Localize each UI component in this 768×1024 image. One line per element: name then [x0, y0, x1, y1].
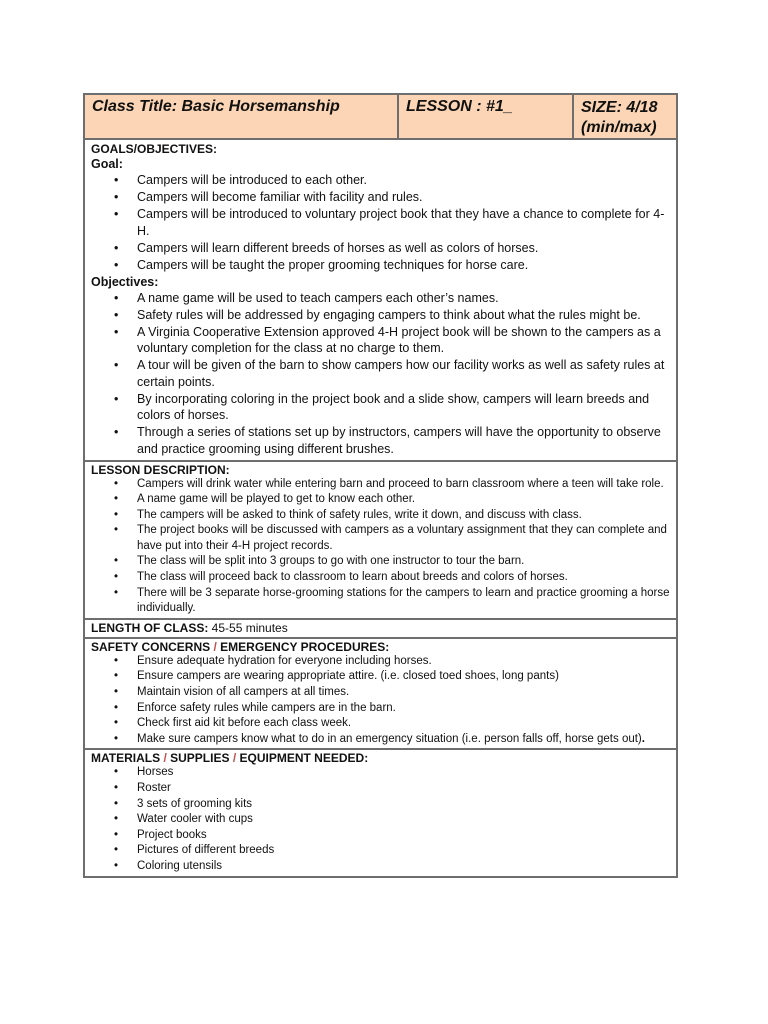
slash: /	[163, 751, 167, 766]
list-item: • A Virginia Cooperative Extension approved 4-H project book will be shown to the campers as a voluntary completion for the class at no charge to them.	[91, 324, 670, 357]
list-item: • Enforce safety rules while campers are in the barn.	[91, 701, 670, 717]
size-note: (min/max)	[581, 119, 657, 136]
list-item: • The campers will be asked to think of safety rules, write it down, and discuss with class.	[91, 508, 670, 524]
objectives-list	[91, 290, 670, 458]
list-item: • Coloring utensils	[91, 859, 670, 875]
materials-section	[85, 750, 676, 875]
class-size	[574, 95, 676, 138]
goals-objectives-section	[85, 140, 676, 462]
list-item: • Ensure campers are wearing appropriate attire. (i.e. closed toed shoes, long pants)	[91, 669, 670, 685]
list-item-period: .	[641, 732, 645, 745]
header-row	[85, 95, 676, 140]
length-of-class-value: 45-55 minutes	[211, 620, 288, 635]
list-item: • The class will proceed back to classroom to learn about breeds and colors of horses.	[91, 570, 670, 586]
list-item: • By incorporating coloring in the project book and a slide show, campers will learn breeds and colors of horses.	[91, 391, 670, 424]
list-item: • Campers will become familiar with facility and rules.	[91, 189, 670, 206]
list-item: • Campers will learn different breeds of horses as well as colors of horses.	[91, 240, 670, 257]
length-of-class-label: LENGTH OF CLASS:	[91, 620, 209, 635]
list-item: • Project books	[91, 828, 670, 844]
lesson-description-section	[85, 462, 676, 620]
lesson-description-list	[91, 477, 670, 617]
list-item: • Pictures of different breeds	[91, 843, 670, 859]
length-of-class-section	[85, 620, 676, 639]
list-item: • Check first aid kit before each class week.	[91, 716, 670, 732]
list-item: • The project books will be discussed with campers as a voluntary assignment that they can complete and have put into their 4-H project records.	[91, 523, 670, 554]
materials-heading-part: SUPPLIES	[166, 751, 233, 766]
list-item-text: Make sure campers know what to do in an emergency situation (i.e. person falls off, horse gets out)	[137, 732, 642, 745]
list-item: • Through a series of stations set up by instructors, campers will have the opportunity to observe and practice grooming using different brushes.	[91, 424, 670, 457]
objectives-label: Objectives:	[91, 274, 159, 289]
list-item: • Ensure adequate hydration for everyone including horses.	[91, 654, 670, 670]
lesson-number: LESSON : #1_	[399, 95, 574, 138]
safety-section	[85, 639, 676, 751]
safety-list	[91, 654, 670, 748]
goals-list	[91, 172, 670, 273]
size-value: SIZE: 4/18	[581, 99, 658, 116]
materials-list	[91, 765, 670, 874]
goal-label: Goal:	[91, 157, 123, 171]
class-title: Class Title: Basic Horsemanship	[85, 95, 399, 138]
slash: /	[213, 639, 217, 654]
slash: /	[232, 751, 237, 766]
list-item: • Campers will drink water while entering barn and proceed to barn classroom where a teen will take role.	[91, 477, 670, 493]
materials-heading-part: EQUIPMENT NEEDED:	[236, 751, 369, 766]
list-item: • Maintain vision of all campers at all times.	[91, 685, 670, 701]
list-item: • Campers will be introduced to voluntary project book that they have a chance to complete for 4-H.	[91, 206, 670, 239]
list-item	[91, 732, 670, 748]
list-item: • Campers will be introduced to each other.	[91, 172, 670, 189]
goals-objectives-heading: GOALS/OBJECTIVES:	[91, 142, 218, 156]
list-item: • A tour will be given of the barn to show campers how our facility works as well as safety rules at certain points.	[91, 357, 670, 390]
list-item: • 3 sets of grooming kits	[91, 797, 670, 813]
list-item: • Horses	[91, 765, 670, 781]
lesson-description-heading: LESSON DESCRIPTION:	[91, 462, 230, 477]
materials-heading-part: MATERIALS	[91, 751, 164, 766]
safety-heading-part: SAFETY CONCERNS	[91, 639, 214, 654]
list-item: • Roster	[91, 781, 670, 797]
list-item: • The class will be split into 3 groups to go with one instructor to tour the barn.	[91, 554, 670, 570]
list-item: • Safety rules will be addressed by engaging campers to think about what the rules might be.	[91, 307, 670, 324]
list-item: • A name game will be played to get to know each other.	[91, 492, 670, 508]
lesson-plan-table	[83, 93, 678, 878]
safety-heading-part: EMERGENCY PROCEDURES:	[216, 639, 390, 654]
safety-heading	[91, 640, 670, 654]
list-item: • There will be 3 separate horse-grooming stations for the campers to learn and practice grooming a horse individually.	[91, 586, 670, 617]
list-item: • A name game will be used to teach campers each other’s names.	[91, 290, 670, 307]
list-item: • Campers will be taught the proper grooming techniques for horse care.	[91, 257, 670, 274]
list-item: • Water cooler with cups	[91, 812, 670, 828]
materials-heading	[91, 751, 670, 765]
